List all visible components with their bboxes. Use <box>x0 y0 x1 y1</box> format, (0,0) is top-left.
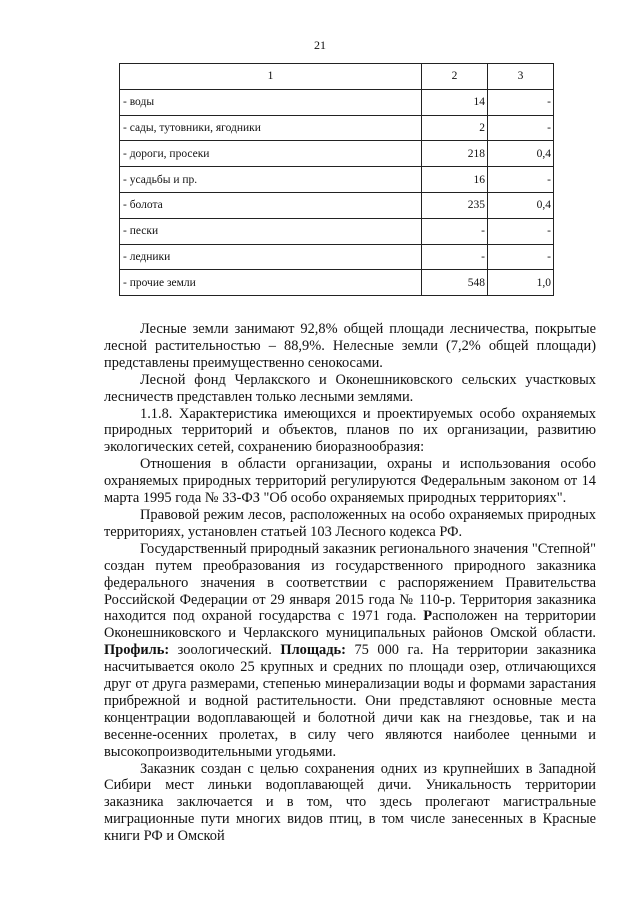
table-cell-area: 16 <box>422 167 488 193</box>
table-cell-area: 14 <box>422 89 488 115</box>
bold-letter: Р <box>423 608 433 625</box>
table-cell-percent: - <box>488 167 554 193</box>
table-cell-percent: 0,4 <box>488 192 554 218</box>
table-cell-name: - ледники <box>120 244 422 270</box>
table-cell-area: - <box>422 218 488 244</box>
table-cell-percent: - <box>488 89 554 115</box>
table-row <box>120 244 554 270</box>
table-cell-area: 2 <box>422 115 488 141</box>
paragraph-forest-lands: Лесные земли занимают 92,8% общей площади лесничества, покрытые лесной растительностью – 88,9%. Нелесные земли (7,2% общей площади) представлены преимущественно сенокосами. <box>104 321 596 371</box>
table-header-cell: 3 <box>488 64 554 90</box>
table-cell-name: - прочие земли <box>120 270 422 296</box>
table-row <box>120 192 554 218</box>
table-cell-area: 235 <box>422 192 488 218</box>
reserve-description: 75 000 га. На территории заказника насчитывается около 25 крупных и средних по площади озер, отличающихся друг от друга размерами, степенью минерализации воды и формами зарастания прибрежной и водной растительности. Они представляют основные места концентрации водоплавающей и болотной дичи как на гнездовье, так и на весенне-осенних пролетах, в силу чего являются наиболее ценными и высокопроизводительными угодьями. <box>104 642 597 760</box>
table-row <box>120 218 554 244</box>
table-cell-area: - <box>422 244 488 270</box>
table-cell-area: 218 <box>422 141 488 167</box>
table-cell-percent: - <box>488 244 554 270</box>
paragraph-legal-regime: Правовой режим лесов, расположенных на особо охраняемых природных территориях, установлен статьей 103 Лесного кодекса РФ. <box>104 506 596 540</box>
table-cell-area: 548 <box>422 270 488 296</box>
table-cell-name: - сады, тутовники, ягодники <box>120 115 422 141</box>
page-number: 21 <box>314 38 326 52</box>
land-table <box>119 63 554 296</box>
table-cell-percent: 1,0 <box>488 270 554 296</box>
table-row <box>120 167 554 193</box>
table-cell-name: - усадьбы и пр. <box>120 167 422 193</box>
profile-label: Профиль: <box>104 642 170 659</box>
table-header-cell: 2 <box>422 64 488 90</box>
table-cell-name: - воды <box>120 89 422 115</box>
table-cell-percent: - <box>488 218 554 244</box>
table-row <box>120 141 554 167</box>
table-header-cell: 1 <box>120 64 422 90</box>
table-cell-percent: 0,4 <box>488 141 554 167</box>
table-row <box>120 270 554 296</box>
area-label: Площадь: <box>280 642 346 659</box>
profile-value: зоологический. <box>169 642 281 659</box>
paragraph-forest-fund: Лесной фонд Черлакского и Оконешниковского сельских участковых лесничеств представлен только лесными землями. <box>104 371 596 405</box>
paragraph-reserve-purpose: Заказник создан с целью сохранения одних из крупнейших в Западной Сибири мест линьки водоплавающей дичи. Уникальность территории заказника заключается и в том, что здесь пролегают магистральные миграционные пути многих видов птиц, в том числе занесенных в Красные книги РФ и Омской <box>104 760 596 845</box>
table-row <box>120 89 554 115</box>
body-text <box>104 321 596 845</box>
table-cell-percent: - <box>488 115 554 141</box>
table-cell-name: - дороги, просеки <box>120 141 422 167</box>
reserve-location: асположен на территории Оконешниковского и Черлакского муниципальных районов Омской области. <box>104 608 596 642</box>
paragraph-federal-law: Отношения в области организации, охраны и использования особо охраняемых природных территорий регулируются Федеральным законом от 14 марта 1995 года № 33-ФЗ "Об особо охраняемых природных территориях". <box>104 456 596 507</box>
table-header-row <box>120 64 554 90</box>
reserve-intro: Государственный природный заказник регионального значения "Степной" создан путем преобразования из государственного природного заказника федерального значения в соответствии с распоряжением Правительства Российской Федерации от 29 января 2015 года № 110-р. Территория заказника находится под охраной государства с 1971 года. <box>104 540 596 625</box>
table-cell-name: - пески <box>120 218 422 244</box>
table-cell-name: - болота <box>120 192 422 218</box>
table-row <box>120 115 554 141</box>
paragraph-section-heading: 1.1.8. Характеристика имеющихся и проектируемых особо охраняемых природных территорий и объектов, планов по их организации, развитию экологических сетей, сохранению биоразнообразия: <box>104 405 596 456</box>
paragraph-reserve-stepnoy <box>104 541 596 761</box>
